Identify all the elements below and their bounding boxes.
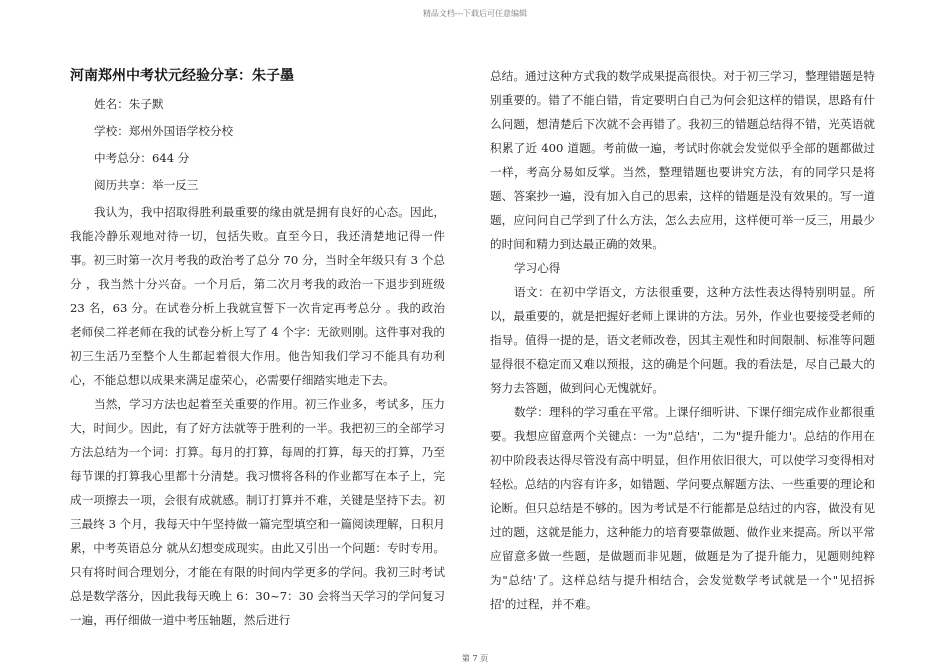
- meta-experience: 阅历共享：举一反三: [94, 178, 199, 192]
- meta-school: 学校：郑州外国语学校分校: [94, 124, 234, 138]
- paragraph-method: 当然，学习方法也起着至关重要的作用。初三作业多，考试多，压力大，时间少。因此，有了好方法就等于胜利的一半。我把初三的全部学习方法总结为一个词：打算。每月的打算，每周的打算，每天的打算，乃至每节课的打算我心里都十分清楚。我习惯将各科的作业都写在本子上，完成一项擦去一项，会很有成就感。制订打算并不难，关键是坚持下去。初三最终 3 个月，我每天中午坚持做一篇完型填空和一篇阅读理解，日积月累，中考英语总分 就从幻想变成现实。由此又引出一个问题：专时专用。只有将时间合理划分，才能在有限的时间内学更多的学问。我初三时考试总是数学落分，因此我每天晚上 6：30~7：30 会将当天学习的学问复习一遍，再仔细做一道中考压轴题，然后进行: [70, 397, 445, 627]
- meta-name: 姓名：朱子默: [94, 97, 164, 111]
- paragraph-summary: 总结。通过这种方式我的数学成果提高很快。对于初三学习，整理错题是特别重要的。错了不能白错，肯定要明白自己为何会犯这样的错误，思路有什么问题，想清楚后下次就不会再错了。我初三的错题总结得不错，光英语就积累了近 400 道题。考前做一遍，考试时你就会发觉似乎全部的题都做过一样，考高分易如反掌。当然，整理错题也要讲究方法，有的同学只是将题、答案抄一遍，没有加入自己的思索，这样的错题是没有效果的。写一道题，应问问自己学到了什么方法，怎么去应用，这样便可举一反三，用最少的时间和精力到达最正确的效果。: [490, 69, 875, 251]
- page-header: 精品文档---下载后可任意编辑: [422, 9, 528, 18]
- right-column: [490, 64, 875, 616]
- left-column: [70, 64, 445, 632]
- article-title: 河南郑州中考状元经验分享：朱子墨: [70, 68, 294, 84]
- paragraph-mindset: 我认为，我中招取得胜利最重要的缘由就是拥有良好的心态。因此，我能冷静乐观地对待一切，包括失败。直至今日，我还清楚地记得一件事。初三时第一次月考我的政治考了总分 70 分，当时全年级只有 3 个总分 ，我当然十分兴奋。一个月后，第二次月考我的政治一下退步到班级 23 名，63 分。在试卷分析上我就宣誓下一次肯定再考总分 。我的政治老师侯二祥老师在我的试卷分析上写了 4 个字：无欲则刚。这件事对我的初三生活乃至整个人生都起着很大作用。他告知我们学习不能具有功利心，不能总想以成果来满足虚荣心，必需要仔细踏实地走下去。: [70, 205, 445, 387]
- meta-score: 中考总分：644 分: [94, 151, 190, 165]
- paragraph-chinese: 语文：在初中学语文，方法很重要，这种方法性表达得特别明显。所以，最重要的，就是把握好老师上课讲的方法。另外，作业也要接受老师的指导。值得一提的是，语文老师改卷，因其主观性和时间限制、标准等问题显得很不稳定而又难以预报，这的确是个问题。我的看法是，尽自己最大的努力去答题，做到问心无愧就好。: [490, 285, 875, 395]
- paragraph-math: 数学：理科的学习重在平常。上课仔细听讲、下课仔细完成作业都很重要。我想应留意两个关键点：一为"总结'，二为"提升能力'。总结的作用在初中阶段表达得尽管没有高中明显，但作用依旧很大，可以使学习变得相对轻松。总结的内容有许多，如错题、学问要点解题方法、一些重要的理论和论断。但只总结是不够的。因为考试是不行能都是总结过的内容，做没有见过的题，这就是能力，这种能力的培育要靠做题、做作业来提高。所以平常应留意多做一些题，是做题而非见题，做题是为了提升能力，见题则纯粹为"总结'了。这样总结与提升相结合，会发觉数学考试就是一个"见招拆招'的过程，并不难。: [490, 405, 875, 611]
- page-number: 第 7 页: [461, 654, 489, 663]
- section-heading-study-notes: 学习心得: [514, 261, 561, 275]
